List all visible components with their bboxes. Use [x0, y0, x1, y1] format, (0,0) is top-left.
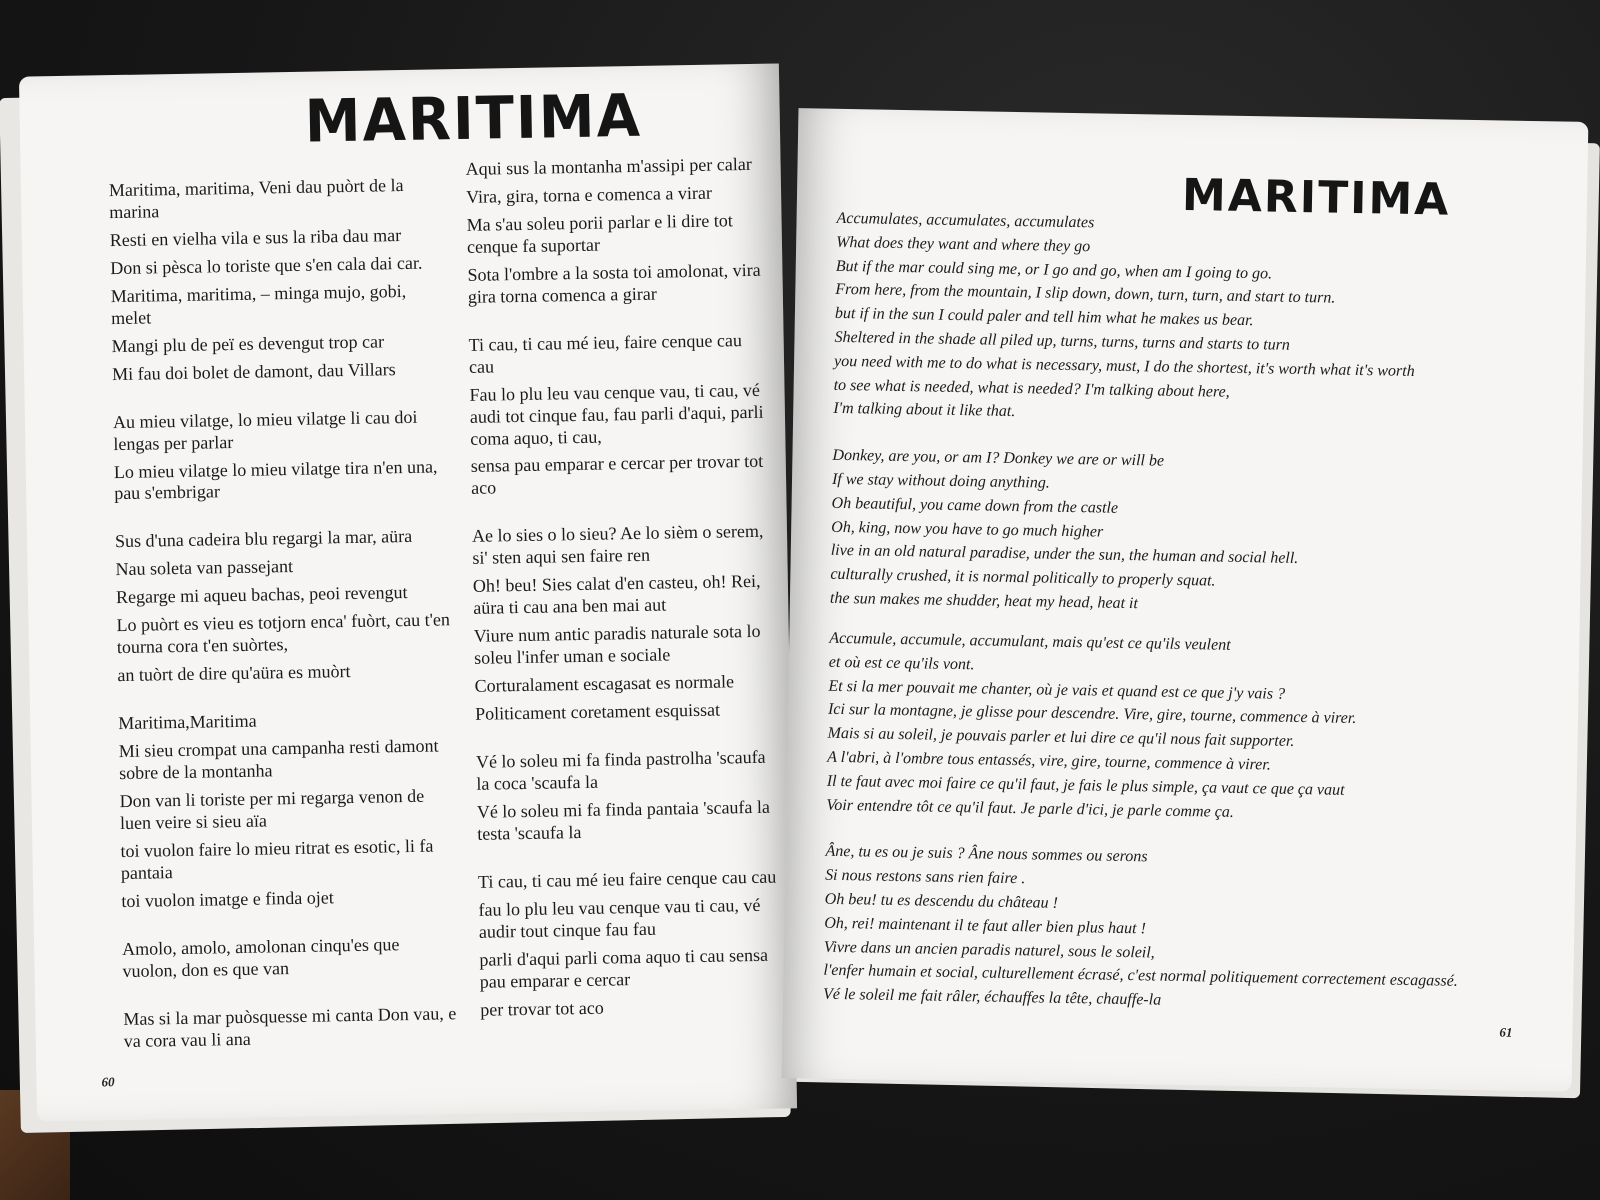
verse-line: to see what is needed, what is needed? I'm talking about here,	[833, 376, 1230, 401]
verse-line: Il te faut avec moi faire ce qu'il faut, je fais le plus simple, ça vaut ce que ça vaut	[826, 772, 1345, 799]
verse-line: Mi fau doi bolet de damont, dau Villars	[111, 358, 396, 384]
verse-line: Nau soleta van passejant	[115, 556, 294, 580]
verse-line: Aqui sus la montanha m'assipi per calar	[465, 153, 752, 179]
verse-line: Ae lo sies o lo sieu? Ae lo sièm o serem, si' sten aqui sen faire ren	[471, 521, 764, 569]
verse-line: an tuòrt de dire qu'aüra es muòrt	[117, 661, 351, 686]
verse-line: Ma s'au soleu porii parlar e li dire tot cenque fa suportar	[466, 210, 733, 257]
stanza	[833, 209, 1477, 431]
verse-line: parli d'aqui parli coma aquo ti cau sensa pau emparar e cercar	[479, 944, 769, 992]
verse-line: I'm talking about it like that.	[833, 400, 1016, 421]
verse-line: Maritima, maritima, – minga mujo, gobi, melet	[110, 280, 407, 328]
verse-line: A l'abri, à l'ombre tous entassés, vire, gire, tourne, commence à virer.	[827, 748, 1271, 774]
verse-line: Sota l'ombre a la sosta toi amolonat, vira gira torna comenca a girar	[467, 259, 761, 307]
verse-line: Oh beautiful, you came down from the castle	[831, 494, 1119, 517]
verse-line: Donkey, are you, or am I? Donkey we are or will be	[832, 446, 1165, 470]
verse-line: but if in the sun I could paler and tell him what he makes us bear.	[834, 305, 1254, 330]
verse-line: What does they want and where they go	[836, 233, 1091, 256]
left-column-occitan-a	[109, 174, 460, 1078]
verse-line: Lo puòrt es vieu es totjorn enca' fuòrt, cau t'en tourna cora t'en suòrtes,	[116, 609, 451, 658]
verse-line: Regarge mi aqueu bachas, peoi revengut	[115, 582, 408, 608]
verse-line: Amolo, amolo, amolonan cinqu'es que vuolon, don es que van	[122, 933, 400, 981]
verse-line: you need with me to do what is necessary, must, I do the shortest, it's worth what it's worth	[833, 352, 1415, 380]
verse-line: Politicament coretament esquissat	[474, 699, 721, 724]
stanza	[118, 707, 456, 912]
verse-line: From here, from the mountain, I slip down, down, turn, turn, and start to turn.	[835, 281, 1336, 307]
verse-line: Vé lo soleu mi fa finda pastrolha 'scaufa la coca 'scaufa la	[475, 746, 766, 794]
verse-line: fau lo plu leu vau cenque vau ti cau, vé audir tout cinque fau fau	[478, 894, 761, 942]
verse-line: Ti cau, ti cau mé ieu faire cenque cau cau	[477, 866, 777, 892]
stanza	[830, 446, 1473, 621]
stanza	[465, 154, 768, 309]
verse-line: Don van li toriste per mi regarga venon de luen veire si sieu aïa	[119, 785, 425, 834]
page-number-right: 61	[1499, 1024, 1513, 1040]
stanza	[469, 329, 772, 500]
right-page-title: MARITIMA	[1181, 169, 1451, 226]
english-translation	[829, 209, 1476, 647]
stanza	[123, 1003, 459, 1053]
verse-line: Vé lo soleu mi fa finda pantaia 'scaufa la testa 'scaufa la	[476, 796, 771, 844]
verse-line: Sus d'una cadeira blu regargi la mar, aüra	[114, 526, 413, 552]
verse-line: culturally crushed, it is normal politically to properly squat.	[830, 565, 1216, 590]
stanza	[478, 866, 781, 1021]
verse-line: Oh! beu! Sies calat d'en casteu, oh! Rei, aüra ti cau ana ben mai aut	[472, 571, 761, 619]
verse-line: et où est ce qu'ils vont.	[828, 653, 975, 674]
verse-line: Ti cau, ti cau mé ieu, faire cenque cau cau	[468, 329, 743, 377]
verse-line: Mais si au soleil, je pouvais parler et lui dire ce qu'il nous fait supporter.	[827, 724, 1295, 751]
verse-line: Et si la mer pouvait me chanter, où je vais et quand est ce que j'y vais ?	[828, 677, 1286, 703]
verse-line: Ici sur la montagne, je glisse pour descendre. Vire, gire, tourne, commence à virer.	[827, 701, 1357, 728]
verse-line: Mas si la mar puòsquesse mi canta Don vau, e va cora vau li ana	[123, 1002, 457, 1051]
verse-line: toi vuolon imatge e finda ojet	[121, 887, 334, 911]
verse-line: Oh beu! tu es descendu du château !	[824, 890, 1059, 912]
stanza	[115, 526, 453, 688]
verse-line: Vira, gira, torna e comenca a virar	[465, 182, 713, 207]
stanza	[122, 933, 458, 983]
verse-line: Oh, king, now you have to go much higher	[831, 518, 1104, 541]
verse-line: Corturalament escagasat es normale	[474, 671, 735, 696]
verse-line: the sun makes me shudder, heat my head, heat it	[829, 589, 1139, 613]
stanza	[823, 842, 1516, 1018]
verse-line: live in an old natural paradise, under the sun, the human and social hell.	[830, 542, 1299, 568]
verse-line: Accumulates, accumulates, accumulates	[836, 209, 1095, 232]
verse-line: Oh, rei! maintenant il te faut aller bien plus haut !	[824, 914, 1147, 938]
verse-line: Mangi plu de peï es devengut trop car	[111, 331, 385, 356]
verse-line: Vivre dans un ancien paradis naturel, sous le soleil,	[823, 938, 1155, 962]
verse-line: Viure num antic paradis naturale sota lo soleu l'infer uman e sociale	[473, 621, 761, 669]
french-translation	[822, 629, 1519, 1044]
page-number-left: 60	[101, 1074, 115, 1090]
verse-line: Au mieu vilatge, lo mieu vilatge li cau doi lengas per parlar	[112, 406, 418, 454]
verse-line: Lo mieu vilatge lo mieu vilatge tira n'en una, pau s'embrigar	[113, 455, 438, 504]
verse-line: But if the mar could sing me, or I go and go, when am I going to go.	[835, 257, 1273, 283]
verse-line: Sheltered in the shade all piled up, turns, turns, turns and starts to turn	[834, 328, 1291, 354]
verse-line: Don si pèsca lo toriste que s'en cala dai car.	[110, 252, 423, 279]
left-column-occitan-b	[465, 154, 780, 1048]
verse-line: Maritima, maritima, Veni dau puòrt de la marina	[108, 175, 404, 223]
stanza	[476, 747, 778, 846]
right-page	[782, 108, 1589, 1092]
verse-line: toi vuolon faire lo mieu ritrat es esotic, li fa pantaia	[120, 835, 434, 883]
verse-line: Resti en vielha vila e sus la riba dau mar	[109, 224, 402, 251]
left-page	[19, 63, 797, 1121]
verse-line: Vé le soleil me fait râler, échauffes la tête, chauffe-la	[822, 985, 1162, 1009]
left-page-title: MARITIMA	[304, 82, 643, 157]
stanza	[113, 406, 450, 506]
verse-line: l'enfer humain et social, culturellement écrasé, c'est normal politiquement correctement escagassé.	[823, 962, 1458, 991]
verse-line: Âne, tu es ou je suis ? Âne nous sommes ou serons	[825, 843, 1148, 866]
verse-line: If we stay without doing anything.	[831, 470, 1050, 492]
stanza	[826, 629, 1519, 828]
verse-line: per trovar tot aco	[480, 997, 604, 1020]
verse-line: Voir entendre tôt ce qu'il faut. Je parle d'ici, je parle comme ça.	[826, 796, 1234, 821]
verse-line: Fau lo plu leu vau cenque vau, ti cau, vé audi tot cinque fau, fau parli d'aqui, parli coma aquo, ti cau,	[469, 379, 764, 449]
stanza	[109, 174, 448, 385]
verse-line: Maritima,Maritima	[118, 710, 257, 734]
stanza	[472, 521, 775, 726]
verse-line: Mi sieu crompat una campanha resti damont sobre de la montanha	[118, 735, 439, 784]
verse-line: sensa pau emparar e cercar per trovar tot aco	[470, 451, 764, 499]
verse-line: Accumule, accumule, accumulant, mais qu'est ce qu'ils veulent	[829, 629, 1231, 654]
verse-line: Si nous restons sans rien faire .	[824, 866, 1026, 888]
